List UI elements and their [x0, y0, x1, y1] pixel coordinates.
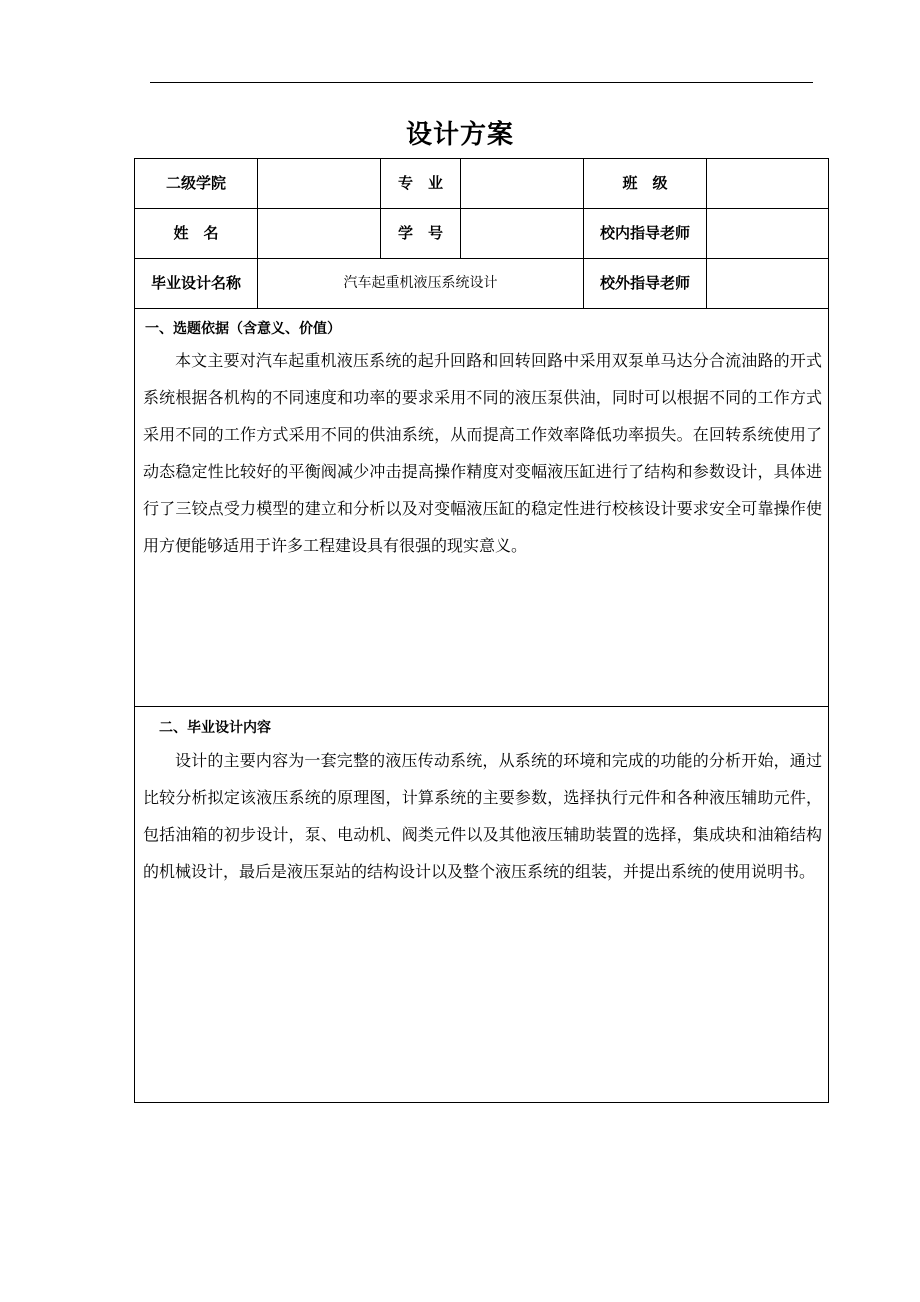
internal-advisor-field[interactable] — [707, 209, 828, 258]
external-advisor-field[interactable] — [707, 259, 828, 308]
student-id-label: 学 号 — [381, 209, 461, 258]
page-title: 设计方案 — [405, 120, 514, 150]
class-label: 班 级 — [584, 159, 707, 208]
section-topic-basis-heading: 一、选题依据（含意义、价值） — [145, 321, 341, 337]
external-advisor-label: 校外指导老师 — [584, 259, 707, 308]
internal-advisor-label: 校内指导老师 — [584, 209, 707, 258]
name-field[interactable] — [258, 209, 381, 258]
section-design-content-heading: 二、毕业设计内容 — [159, 720, 271, 736]
major-field[interactable] — [461, 159, 584, 208]
name-label: 姓 名 — [135, 209, 258, 258]
project-name-label: 毕业设计名称 — [135, 259, 258, 308]
student-id-field[interactable] — [461, 209, 584, 258]
major-label: 专 业 — [381, 159, 461, 208]
header-rule — [150, 82, 813, 83]
form-row-project — [135, 259, 828, 309]
college-label: 二级学院 — [135, 159, 258, 208]
section-design-content-body[interactable]: 设计的主要内容为一套完整的液压传动系统，从系统的环境和完成的功能的分析开始，通过比较分析拟定该液压系统的原理图，计算系统的主要参数，选择执行元件和各种液压辅助元件，包括油箱的初步设计，泵、电动机、阀类元件以及其他液压辅助装置的选择，集成块和油箱结构的机械设计，最后是液压泵站的结构设计以及整个液压系统的组装，并提出系统的使用说明书。 — [143, 751, 822, 881]
design-plan-form — [134, 158, 829, 1103]
college-field[interactable] — [258, 159, 381, 208]
section-topic-basis — [135, 308, 828, 707]
form-row-name — [135, 209, 828, 259]
project-name-field[interactable]: 汽车起重机液压系统设计 — [258, 259, 584, 308]
section-topic-basis-body[interactable]: 本文主要对汽车起重机液压系统的起升回路和回转回路中采用双泵单马达分合流油路的开式系统根据各机构的不同速度和功率的要求采用不同的液压泵供油，同时可以根据不同的工作方式采用不同的工作方式采用不同的供油系统，从而提高工作效率降低功率损失。在回转系统使用了动态稳定性比较好的平衡阀减少冲击提高操作精度对变幅液压缸进行了结构和参数设计，具体进行了三铰点受力模型的建立和分析以及对变幅液压缸的稳定性进行校核设计要求安全可靠操作使用方便能够适用于许多工程建设具有很强的现实意义。 — [143, 351, 822, 555]
section-design-content — [135, 707, 828, 1102]
class-field[interactable] — [707, 159, 828, 208]
form-row-college — [135, 159, 828, 209]
